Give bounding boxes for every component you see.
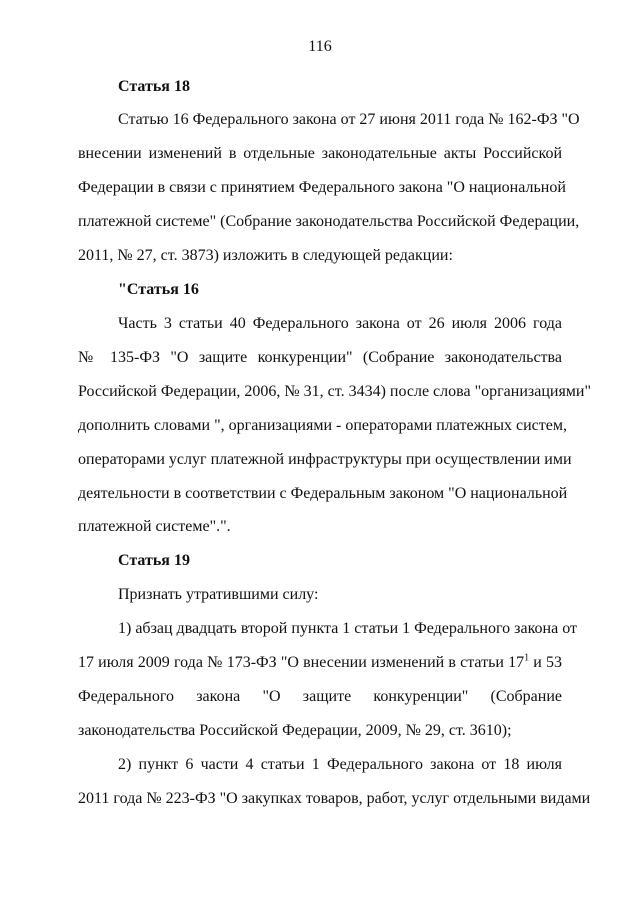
- article-superscript: 1: [524, 652, 530, 664]
- article-18-line-4: платежной системе" (Собрание законодательства Российской Федерации,: [78, 213, 580, 230]
- article-16-line-1: Часть 3 статьи 40 Федерального закона от 26 июля 2006 года: [118, 315, 562, 332]
- item-1-line-2-tail: и 53: [529, 654, 563, 671]
- article-16-line-3: Российской Федерации, 2006, № 31, ст. 3434) после слова "организациями": [78, 383, 592, 400]
- article-16-heading: "Статья 16: [118, 281, 199, 298]
- article-19-item-1-line-1: 1) абзац двадцать второй пункта 1 статьи 1 Федерального закона от: [118, 620, 577, 637]
- article-19-intro: Признать утратившими силу:: [118, 586, 319, 603]
- article-19-heading: Статья 19: [118, 552, 190, 569]
- article-16-line-4: дополнить словами ", организациями - операторами платежных систем,: [78, 417, 567, 434]
- article-18-heading: Статья 18: [118, 78, 190, 95]
- article-16-line-5: операторами услуг платежной инфраструктуры при осуществлении ими: [78, 451, 572, 468]
- article-19-item-2-line-2: 2011 года № 223-ФЗ "О закупках товаров, работ, услуг отдельными видами: [78, 790, 591, 807]
- article-19-item-2-line-1: 2) пункт 6 части 4 статьи 1 Федерального закона от 18 июля: [118, 756, 562, 773]
- article-16-line-2: № 135-ФЗ "О защите конкуренции" (Собрание законодательства: [78, 349, 562, 366]
- article-19-item-1-line-4: законодательства Российской Федерации, 2009, № 29, ст. 3610);: [78, 722, 512, 739]
- article-16-line-6: деятельности в соответствии с Федеральным законом "О национальной: [78, 485, 568, 502]
- page-number: 116: [308, 38, 332, 55]
- article-18-line-5: 2011, № 27, ст. 3873) изложить в следующей редакции:: [78, 247, 453, 264]
- item-1-line-2-text: 17 июля 2009 года № 173-ФЗ "О внесении изменений в статьи 17: [78, 654, 525, 671]
- article-18-line-1: Статью 16 Федерального закона от 27 июня 2011 года № 162-ФЗ "О: [118, 111, 580, 128]
- article-16-line-7: платежной системе".".: [78, 518, 231, 535]
- article-18-line-2: внесении изменений в отдельные законодательные акты Российской: [78, 145, 562, 162]
- article-19-item-1-line-3: Федерального закона "О защите конкуренции" (Собрание: [78, 688, 562, 705]
- article-19-item-1-line-2: [78, 652, 562, 674]
- article-18-line-3: Федерации в связи с принятием Федерального закона "О национальной: [78, 179, 566, 196]
